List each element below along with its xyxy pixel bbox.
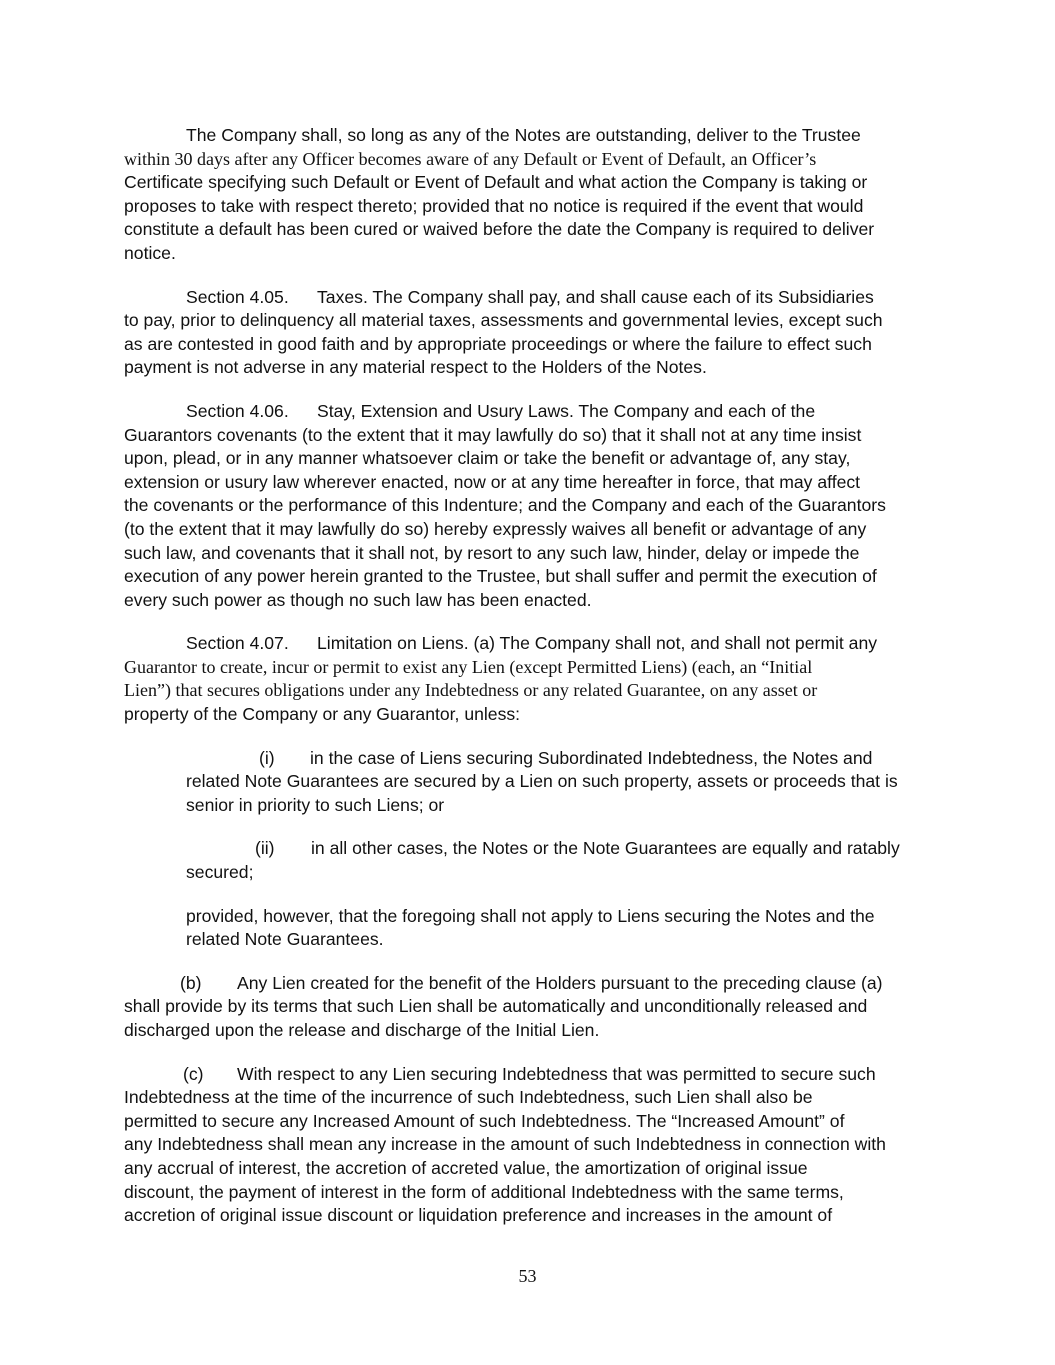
text-line: related Note Guarantees. xyxy=(186,929,384,950)
section-text: Limitation on Liens. (a) The Company shall not, and shall not permit any xyxy=(317,633,878,654)
text-line: Lien”) that secures obligations under any Indebtedness or any related Guarantee, on any asset or xyxy=(124,680,818,701)
clause-label: (ii) xyxy=(255,838,275,859)
text-line: as are contested in good faith and by appropriate proceedings or where the failure to effect such xyxy=(124,333,872,354)
section-number: Section 4.07. xyxy=(186,633,289,654)
text-line: senior in priority to such Liens; or xyxy=(186,794,445,815)
text-line: related Note Guarantees are secured by a Lien on such property, assets or proceeds that is xyxy=(186,771,898,792)
clause-text: With respect to any Lien securing Indebtedness that was permitted to secure such xyxy=(237,1063,876,1084)
paragraph-officers-certificate xyxy=(124,124,934,266)
text-line: within 30 days after any Officer becomes aware of any Default or Event of Default, an Officer’s xyxy=(124,148,817,169)
section-number: Section 4.06. xyxy=(186,400,289,421)
clause-i xyxy=(124,747,934,818)
clause-text: in all other cases, the Notes or the Note Guarantees are equally and ratably xyxy=(311,838,900,859)
text-line: Guarantors covenants (to the extent that it may lawfully do so) that it shall not at any time insist xyxy=(124,424,862,445)
text-line: (to the extent that it may lawfully do so) hereby expressly waives all benefit or advantage of any xyxy=(124,518,867,539)
text-line: any Indebtedness shall mean any increase in the amount of such Indebtedness in connection with xyxy=(124,1134,886,1155)
section-4-06-stay-extension-usury xyxy=(124,400,934,612)
text-line: Guarantor to create, incur or permit to exist any Lien (except Permitted Liens) (each, an “Initial xyxy=(124,656,813,677)
text-line: discharged upon the release and discharge of the Initial Lien. xyxy=(124,1020,600,1040)
clause-text: in the case of Liens securing Subordinated Indebtedness, the Notes and xyxy=(310,747,873,768)
document-page xyxy=(124,124,934,1248)
text-line: secured; xyxy=(186,862,254,883)
text-line xyxy=(186,747,934,771)
text-line xyxy=(124,632,934,656)
text-line: property of the Company or any Guarantor, unless: xyxy=(124,704,521,725)
text-line: provided, however, that the foregoing shall not apply to Liens securing the Notes and the xyxy=(186,905,875,926)
text-line: the covenants or the performance of this Indenture; and the Company and each of the Guarantors xyxy=(124,495,886,516)
text-line xyxy=(124,972,934,996)
text-line xyxy=(124,1063,934,1087)
section-4-07-limitation-on-liens xyxy=(124,632,934,726)
text-line: shall provide by its terms that such Lien shall be automatically and unconditionally released and xyxy=(124,996,868,1017)
text-line xyxy=(124,400,934,424)
text-line: execution of any power herein granted to the Trustee, but shall suffer and permit the execution of xyxy=(124,566,877,587)
clause-b xyxy=(124,972,934,1043)
section-4-05-taxes xyxy=(124,286,934,380)
text-line: discount, the payment of interest in the form of additional Indebtedness with the same terms, xyxy=(124,1181,844,1202)
proviso xyxy=(124,905,934,952)
text-line: constitute a default has been cured or waived before the date the Company is required to deliver xyxy=(124,219,875,240)
text-line: any accrual of interest, the accretion of accreted value, the amortization of original issue xyxy=(124,1157,808,1178)
clause-ii xyxy=(124,837,934,884)
clause-text: Any Lien created for the benefit of the Holders pursuant to the preceding clause (a) xyxy=(237,972,883,993)
section-text: Taxes. The Company shall pay, and shall cause each of its Subsidiaries xyxy=(317,286,874,307)
text-line: Indebtedness at the time of the incurrence of such Indebtedness, such Lien shall also be xyxy=(124,1087,813,1108)
text-line: payment is not adverse in any material respect to the Holders of the Notes. xyxy=(124,357,707,378)
text-line: to pay, prior to delinquency all material taxes, assessments and governmental levies, except such xyxy=(124,310,883,331)
text-line: proposes to take with respect thereto; provided that no notice is required if the event that would xyxy=(124,195,864,216)
page-number: 53 xyxy=(518,1266,537,1286)
clause-label: (b) xyxy=(180,972,202,993)
text-line: every such power as though no such law has been enacted. xyxy=(124,589,592,610)
clause-label: (i) xyxy=(259,747,275,768)
text-line: permitted to secure any Increased Amount of such Indebtedness. The “Increased Amount” of xyxy=(124,1110,845,1131)
text-line xyxy=(186,837,934,861)
section-number: Section 4.05. xyxy=(186,286,289,307)
text-line: notice. xyxy=(124,242,176,263)
section-text: Stay, Extension and Usury Laws. The Company and each of the xyxy=(317,400,816,421)
text-line: such law, and covenants that it shall not, by resort to any such law, hinder, delay or impede the xyxy=(124,542,860,563)
text-line: extension or usury law wherever enacted, now or at any time hereafter in force, that may affect xyxy=(124,471,861,492)
text-line: accretion of original issue discount or liquidation preference and increases in the amount of xyxy=(124,1205,833,1226)
clause-label: (c) xyxy=(183,1063,204,1084)
text-line: Certificate specifying such Default or Event of Default and what action the Company is taking or xyxy=(124,172,868,193)
text-line: upon, plead, or in any manner whatsoever claim or take the benefit or advantage of, any stay, xyxy=(124,448,851,469)
text-line: The Company shall, so long as any of the Notes are outstanding, deliver to the Trustee xyxy=(186,125,861,145)
text-line xyxy=(124,286,934,310)
clause-c xyxy=(124,1063,934,1228)
